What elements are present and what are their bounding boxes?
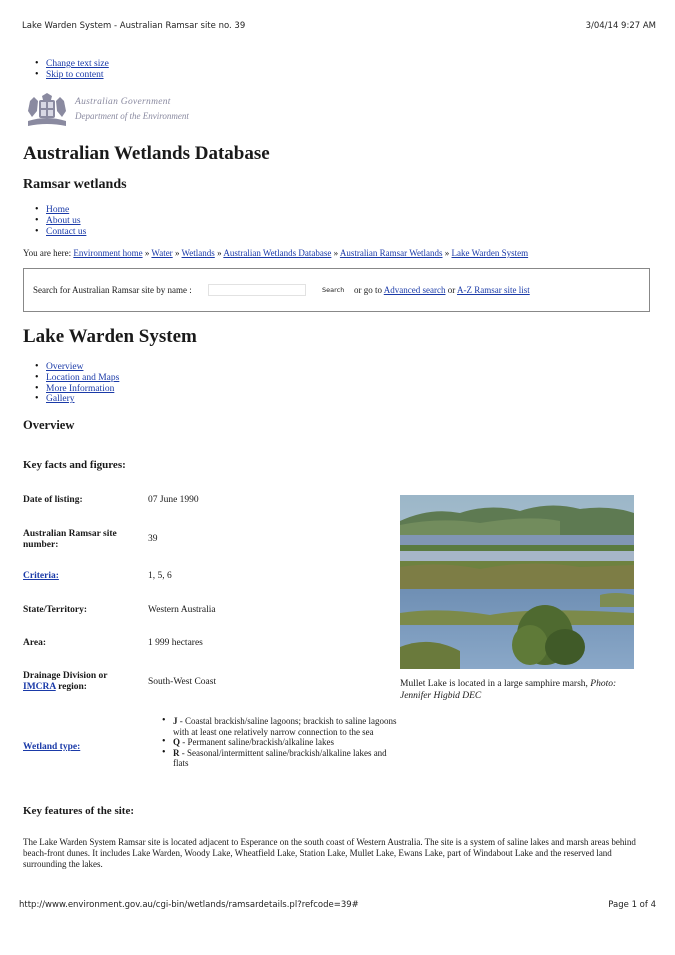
- breadcrumb-separator: »: [174, 248, 180, 258]
- breadcrumb-separator: »: [444, 248, 450, 258]
- drainage-label: [23, 671, 133, 693]
- search-or-text-2: or: [447, 285, 456, 295]
- tab-gallery[interactable]: Gallery: [46, 394, 75, 405]
- key-features-text: The Lake Warden System Ramsar site is located adjacent to Esperance on the south coast of Western Australia. The site is a system of saline lakes and marsh areas behind beach-front dunes. It includes Lake Warden, Woody Lake, Wheatfield Lake, Station Lake, Mullet Lake, Ewans Lake, part of Windabout Lake and the reserved land surrounding the lakes.: [23, 837, 636, 869]
- imcra-link[interactable]: IMCRA: [23, 682, 56, 692]
- mullet-lake-photo[interactable]: [400, 495, 634, 669]
- nav-contact-link[interactable]: Contact us: [46, 226, 87, 237]
- sub-nav: [33, 362, 119, 405]
- tab-more-information[interactable]: More Information: [46, 383, 115, 394]
- site-title: Australian Wetlands Database: [23, 143, 270, 164]
- criteria-link[interactable]: Criteria:: [23, 571, 59, 581]
- logo-line-1: Australian Government: [75, 97, 171, 107]
- photo-credit-label: Photo:: [590, 679, 617, 689]
- page-title: Lake Warden System: [23, 326, 197, 347]
- main-nav: [33, 205, 86, 237]
- logo-line-2: Department of the Environment: [75, 111, 189, 121]
- access-links: [33, 59, 109, 81]
- search-or-text: or go to: [354, 285, 382, 295]
- photo-credit: Jennifer Higbid DEC: [400, 690, 482, 701]
- wetland-type-list: [160, 716, 400, 769]
- breadcrumb-separator: »: [144, 248, 150, 258]
- drainage-label-suffix: region:: [55, 682, 87, 692]
- site-number-label: Australian Ramsar site number:: [23, 529, 117, 550]
- breadcrumb-prefix: You are here:: [23, 248, 72, 258]
- tab-overview[interactable]: Overview: [46, 362, 84, 372]
- search-label: Search for Australian Ramsar site by name :: [33, 285, 192, 295]
- breadcrumb-item[interactable]: Environment home: [73, 248, 143, 258]
- drainage-value: South-West Coast: [148, 677, 217, 687]
- print-header-title: Lake Warden System - Australian Ramsar site no. 39: [22, 21, 246, 31]
- skip-to-content-link[interactable]: Skip to content: [46, 69, 104, 80]
- wetland-type-item: • J - Coastal brackish/saline lagoons; brackish to saline lagoons with at least one relatively narrow connection to the sea: [160, 716, 400, 737]
- breadcrumb-separator: »: [217, 248, 222, 258]
- photo-caption-text: Mullet Lake is located in a large samphire marsh,: [400, 679, 591, 689]
- photo-caption: [400, 679, 640, 702]
- area-label: Area:: [23, 638, 47, 648]
- wetland-type-link[interactable]: Wetland type:: [23, 742, 81, 752]
- breadcrumb-item[interactable]: Australian Ramsar Wetlands: [339, 248, 443, 258]
- breadcrumb-item[interactable]: Water: [151, 248, 173, 258]
- site-number-value: 39: [148, 534, 158, 544]
- breadcrumb-item[interactable]: Wetlands: [181, 248, 215, 258]
- search-input[interactable]: [208, 284, 306, 296]
- search-panel: [23, 268, 650, 312]
- drainage-label-text: Drainage Division or: [23, 671, 108, 681]
- wetland-type-item: • Q - Permanent saline/brackish/alkaline lakes: [160, 737, 400, 748]
- nav-about-link[interactable]: About us: [46, 215, 81, 226]
- change-text-size-link[interactable]: Change text size: [46, 59, 109, 69]
- breadcrumb-item[interactable]: Australian Wetlands Database: [223, 248, 332, 258]
- breadcrumb-separator: »: [333, 248, 339, 258]
- advanced-search-link[interactable]: Advanced search: [383, 285, 446, 295]
- search-alternatives: [354, 285, 530, 296]
- breadcrumb: [23, 248, 528, 259]
- key-features-heading: Key features of the site:: [23, 805, 134, 817]
- state-label: State/Territory:: [23, 605, 88, 615]
- az-list-link[interactable]: A-Z Ramsar site list: [457, 285, 530, 295]
- print-footer-url: http://www.environment.gov.au/cgi-bin/wetlands/ramsardetails.pl?refcode=39#: [19, 900, 359, 910]
- section-title: Ramsar wetlands: [23, 177, 127, 192]
- government-logo[interactable]: [24, 93, 194, 129]
- breadcrumb-item[interactable]: Lake Warden System: [451, 248, 529, 258]
- wetland-type-item: • R - Seasonal/intermittent saline/brackish/alkaline lakes and flats: [160, 748, 400, 769]
- state-value: Western Australia: [148, 605, 216, 615]
- key-facts-heading: Key facts and figures:: [23, 459, 126, 471]
- print-header-datetime: 3/04/14 9:27 AM: [585, 21, 656, 31]
- criteria-value: 1, 5, 6: [148, 571, 172, 581]
- overview-heading: Overview: [23, 418, 75, 432]
- print-footer-page: Page 1 of 4: [608, 900, 656, 910]
- date-label: Date of listing:: [23, 495, 83, 505]
- search-button[interactable]: Search: [322, 286, 345, 294]
- coat-of-arms-icon: [24, 93, 70, 129]
- area-value: 1 999 hectares: [148, 638, 203, 648]
- nav-home-link[interactable]: Home: [46, 205, 70, 215]
- tab-location-maps[interactable]: Location and Maps: [46, 372, 120, 383]
- date-value: 07 June 1990: [148, 495, 199, 505]
